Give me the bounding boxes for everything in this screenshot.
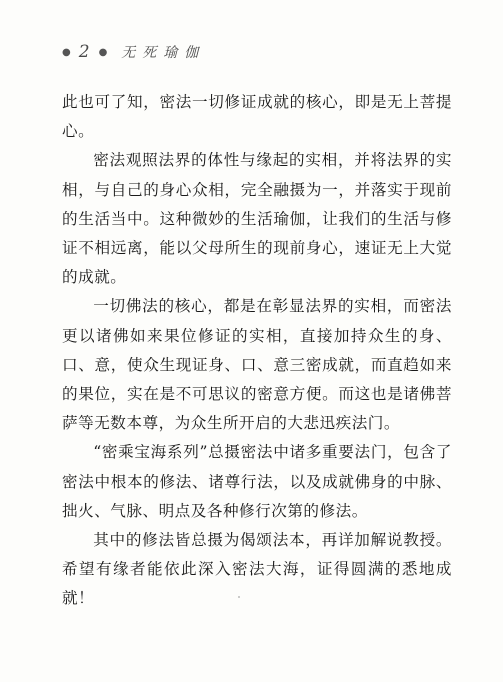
- paragraph-1: 此也可了知，密法一切修证成就的核心，即是无上菩提心。: [62, 93, 452, 141]
- paragraph-4: “密乘宝海系列”总摄密法中诸多重要法门，包含了密法中根本的修法、诸尊行法，以及成就佛身的中脉、拙火、气脉、明点及各种修行次第的修法。: [62, 443, 452, 520]
- header-dot-right: ●: [98, 46, 108, 58]
- book-title: 无死瑜伽: [121, 45, 206, 61]
- body-text: [62, 88, 452, 614]
- footer-mark: [238, 596, 240, 598]
- paragraph-3: 一切佛法的核心，都是在彰显法界的实相，而密法更以诸佛如来果位修证的实相，直接加持众生的身、口、意，使众生现证身、口、意三密成就，而直趋如来的果位，实在是不可思议的密意方便。而这也是诸佛菩萨等无数本尊，为众生所开启的大悲迅疾法门。: [62, 297, 452, 433]
- page-number: 2: [78, 42, 91, 62]
- paragraph-2: 密法观照法界的体性与缘起的实相，并将法界的实相，与自己的身心众相，完全融摄为一，并落实于现前的生活当中。这种微妙的生活瑜伽，让我们的生活与修证不相远离，能以父母所生的现前身心，速证无上大觉的成就。: [62, 151, 452, 287]
- paragraph-5: 其中的修法皆总摄为偈颂法本，再详加解说教授。希望有缘者能依此深入密法大海，证得圆满的悉地成就！: [62, 531, 452, 608]
- header-dot-left: ●: [62, 46, 71, 58]
- page-header: [62, 40, 205, 64]
